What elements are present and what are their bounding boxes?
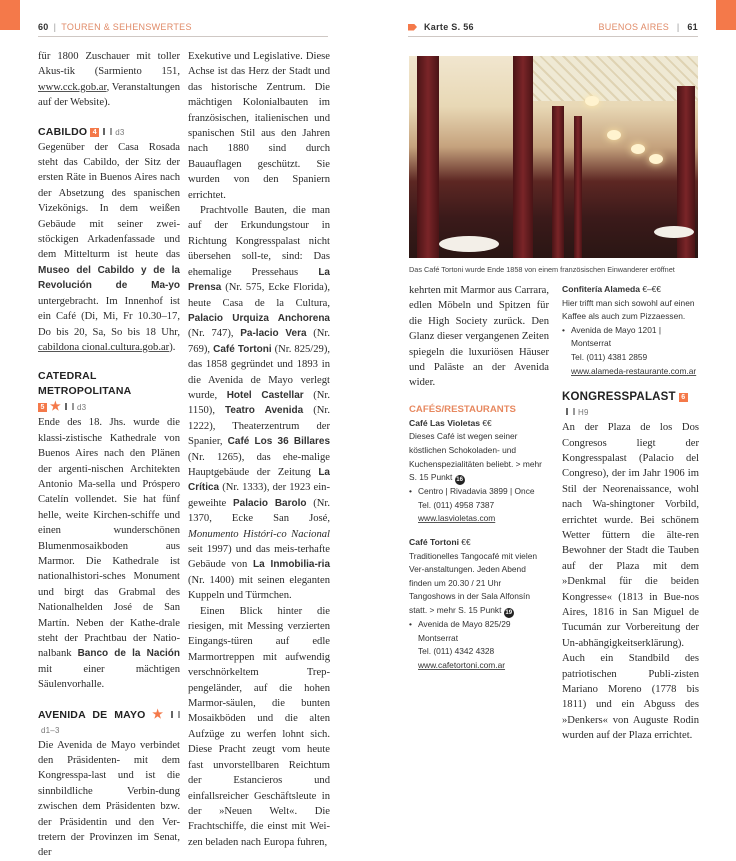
listing-confiteria-alameda (562, 283, 699, 378)
listing-address: • Centro | Rivadavia 3899 | Once (409, 485, 549, 499)
cck-link[interactable]: www.cck.gob.ar (38, 81, 107, 93)
continuation-paragraph: kehrten mit Marmor aus Carrara, edlen Möbeln und Spitzen für die High Society zurück. Den Glanz dieser vergangenen Zeiten spiegeln die luxuriösen Häuser und Paläste an der Avenida wider. (409, 285, 549, 389)
bank-name: Banco de la Nación (77, 648, 180, 660)
column-3 (409, 283, 549, 672)
text: für 1800 Zuschauer mit toller Akus-tik (Sarmiento 151, (38, 51, 180, 78)
star-icon: ★ (50, 399, 61, 414)
listing-address: • Avenida de Mayo 1201 | Montserrat (562, 324, 699, 351)
catedral-text (38, 415, 180, 692)
museum-name: Museo del Cabildo y de la Revolución de Ma-yo (38, 264, 180, 292)
listing-name: Confitería Alameda (562, 284, 640, 294)
kongress-text: An der Plaza de los Dos Congresos liegt der Kongresspalast (Palacio del Congreso), der im Jahr 1906 im Stil der Neorenaissance, wohl nach Wa-shingtoner Vorbild, errichtet wurde. Bei schönem Wetter füttern die älte-ren Bewohner der Stadt die Tauben auf der Plaza mit dem »Denkmal für die beiden Kongresse« (1813 in Bue-nos Aires, 1816 in San Miguel de Tucumán zur Vorbereitung der Un-abhängigkeitserklärung). Auch ein Standbild des patriotischen Publi-zisten Mariano Moreno (1778 bis 1811) und ein Abguss des »Denkers« von Auguste Rodin wurden auf der Plaza errichtet. (562, 422, 699, 742)
listing-phone: Tel. (011) 4381 2859 (571, 351, 648, 362)
chandelier (585, 96, 599, 106)
map-reference-label: Karte S. 56 (424, 22, 474, 32)
map-number-badge: 6 (679, 393, 688, 402)
kongress-heading (562, 390, 699, 420)
text: (Nr. 825/29), das 1858 gegründet und 1893 in die Avenida de Mayo verlegt wurde, (188, 343, 331, 401)
price-range: €€ (482, 417, 492, 428)
header-right-group (598, 22, 698, 32)
text: , Veranstaltungen auf der Website). (38, 81, 180, 109)
column-4 (562, 283, 699, 744)
listing-website-link[interactable]: www.lasvioletas.com (418, 513, 496, 524)
cabildo-text (38, 140, 180, 356)
text: (Nr. 1265), das ehe-malige Hauptgebäude der Zeitung (188, 451, 330, 478)
listing-website-link[interactable]: www.alameda-restaurante.com.ar (571, 365, 697, 376)
listing-description: Dieses Café ist wegen seiner köstlichen Schokoladen- und Kuchenspezialitäten beliebt. > mehr S. 15 Punkt (409, 431, 542, 483)
text: (Nr. 1150), (188, 389, 330, 417)
grid-reference: d1–3 (41, 725, 60, 735)
price-range: €–€€ (642, 284, 661, 294)
column-pillar (417, 56, 439, 258)
text: Prachtvolle Bauten, die man auf der Erkundungstour in Richtung Kongresspalast nicht übersehen soll-te, sind: Das ehemalige Pressehaus (188, 205, 330, 278)
header-rule-right (408, 36, 698, 37)
header-separator: | (676, 22, 680, 32)
map-book-icon (566, 408, 575, 415)
listing-district: Montserrat (418, 632, 459, 643)
building-name: La Crítica (188, 466, 330, 494)
map-number-badge: 5 (38, 403, 47, 412)
grid-reference: d3 (115, 127, 125, 137)
building-name: Café Los 36 Billares (227, 436, 331, 448)
avenida-paragraph-1: Exekutive und Legislative. Diese Achse ist das Herz der Stadt und das historische Zentrum. Die mächtigen Kolonialbauten im französischen, italienischen und spanischen Stil aus den Jahren nach 1880 sind durch Bauauflagen geschützt. Sie wurden von den Spaniern errichtet. (188, 51, 330, 201)
column-2 (188, 49, 330, 850)
text: (Nr. 1333), der 1923 ein-geweihte (188, 482, 330, 509)
right-page-header (408, 20, 698, 34)
section-title-right: BUENOS AIRES (598, 22, 670, 32)
map-reference[interactable] (408, 22, 474, 32)
column-1 (38, 49, 180, 861)
heading-text: AVENIDA DE MAYO (38, 708, 146, 721)
cafe-tortoni-photo (409, 56, 698, 258)
listing-cafe-tortoni (409, 536, 549, 672)
listing-las-violetas (409, 417, 549, 526)
text: ). (169, 341, 176, 353)
text: (Nr. 769), (188, 328, 331, 355)
spacer (409, 526, 549, 536)
grid-reference: d3 (76, 403, 87, 413)
column-pillar (574, 116, 582, 258)
cafe-table (439, 236, 499, 252)
listing-website-link[interactable]: www.cafetortoni.com.ar (418, 659, 506, 670)
listing-description: Traditionelles Tangocafé mit vielen Ver-anstaltungen. Jeden Abend finden um 20.30 / 21 Uhr Tangoshows in der Sala Alfonsín statt. > mehr S. 15 Punkt (409, 550, 538, 615)
point-marker-icon: 16 (456, 477, 463, 484)
building-name: Palacio Urquiza Anchorena (188, 312, 330, 324)
point-marker-icon: 19 (505, 609, 513, 616)
building-name: Café Tortoni (213, 343, 272, 355)
intro-paragraph (38, 49, 180, 111)
listing-phone: Tel. (011) 4958 7387 (418, 499, 495, 510)
price-range: €€ (461, 537, 471, 547)
text: untergebracht. Im Innenhof ist ein Café (Di, Mi, Fr 10.30–17, Do bis 20, Sa, So bis 18 Uhr, (38, 295, 180, 338)
listing-name: Café Tortoni (409, 537, 459, 547)
chandelier (631, 144, 645, 154)
listing-address: • Avenida de Mayo 825/29 (409, 618, 549, 632)
catedral-heading (38, 369, 180, 415)
map-book-icon (171, 711, 180, 718)
cafes-restaurants-heading: CAFÉS/RESTAURANTS (409, 403, 516, 415)
text: (Nr. 575, Ecke Florida), heute Casa de la Cultura, (188, 282, 330, 309)
building-name: La Inmobilia-ria (253, 559, 331, 571)
heading-text: CABILDO (38, 125, 88, 138)
page-number-right: 61 (687, 22, 698, 32)
building-name: Hotel Castellar (226, 389, 304, 401)
text: (Nr. 747), (188, 328, 241, 340)
listing-name: Café Las Violetas (409, 417, 481, 428)
text: (Nr. 1370, Ecke San José, (188, 497, 331, 525)
building-name: Teatro Avenida (225, 405, 304, 417)
left-page-header (38, 20, 328, 34)
grid-reference: H9 (578, 408, 589, 418)
listing-description: Hier trifft man sich sowohl auf einen Kaffee als auch zum Pizzaessen. (562, 297, 695, 322)
stained-glass-ceiling (519, 56, 698, 101)
thumb-tab-left (0, 0, 20, 30)
building-name: Palacio Barolo (232, 497, 307, 509)
header-rule-left (38, 36, 328, 37)
avenida-paragraph-2 (188, 203, 330, 604)
text: Ende des 18. Jhs. wurde die klassi-zistische Kathedrale von Buenos Aires nach den Plänen der argenti-nischen Architekten Antonio Ma-sella und Próspero Catelín vollendet. Sie hat fünf helle, weite Kirchen-schiffe und einen wunderschönen Blumenmosaikboden aus Marmor. Die Kathedrale ist nationalhistori-sches Monument und birgt das Grabmal des Nationalhelden José de San Martín. Neben der Kathe-drale steht der Prachtbau der Natio-nalbank (38, 417, 180, 660)
text: seit 1997) und das meis-terhafte Gebäude von (188, 544, 330, 571)
building-name: La Prensa (188, 266, 330, 294)
text: mit einer mächtigen Säulenvorhalle. (38, 663, 180, 691)
map-number-badge: 4 (90, 128, 99, 137)
column-pillar (513, 56, 533, 258)
map-book-icon (103, 128, 112, 135)
chandelier (607, 130, 621, 140)
page-number-left: 60 (38, 22, 49, 32)
text: Gegenüber der Casa Rosada steht das Cabildo, der Sitz der ersten Räte in Buenos Aires nach der Absetzung des spanischen Vizekönigs. In dem weißen Gebäude mit seiner zwei-stöckigen Arkadenfassade und dem Mittelturm ist heute das (38, 141, 180, 261)
heading-text: CATEDRAL METROPOLITANA (38, 370, 132, 398)
text: (Nr. 1222), Theaterzentrum der Spanier, (188, 405, 330, 448)
avenida-text: Die Avenida de Mayo verbindet den Präsidenten- mit dem Kongresspa-last und ist die sinnbildliche Verbin-dung zwischen dem Präsidenten bzw. der Präsidentin und den Ver-tretern der Provinzen im Senat, der (38, 739, 180, 859)
arrow-icon (408, 24, 417, 31)
section-title-left: TOUREN & SEHENSWERTES (61, 22, 192, 32)
chandelier (649, 154, 663, 164)
column-pillar (552, 106, 564, 258)
star-icon: ★ (148, 706, 167, 721)
building-name: Pa-lacio Vera (240, 328, 307, 340)
emphasis: Monumento Históri-co Nacional (188, 528, 330, 540)
heading-text: KONGRESSPALAST (562, 391, 676, 404)
cafe-table (654, 226, 694, 238)
avenida-paragraph-3: Einen Blick hinter die riesigen, mit Messing verzierten Eingangs-türen auf edle Marmortreppen mit aufwendig verschnörkeltem Trep-pengeländer, auf die hohen Marmor-säulen, die bunten Mosaikböden und die alten Aufzüge zu werfen lohnt sich. Diese Pracht zeugt vom heute fast unvorstellbaren Reichtum der Estancieros und einfallsreicher Geschäftsleute in der »Neuen Welt«. Die Frachtschiffe, die einst mit Wei-zen beladen nach Europa fuhren, (188, 605, 330, 848)
thumb-tab-right (716, 0, 736, 30)
avenida-heading (38, 707, 180, 738)
cabildo-heading (38, 125, 180, 140)
photo-caption: Das Café Tortoni wurde Ende 1858 von einem französischen Einwanderer eröffnet (409, 265, 675, 274)
cabildo-link[interactable]: cabildona cional.cultura.gob.ar (38, 341, 170, 353)
text: (Nr. 1400) mit seinen eleganten Kuppeln und Türmchen. (188, 574, 330, 602)
header-separator: | (53, 22, 57, 32)
listing-phone: Tel. (011) 4342 4328 (418, 646, 495, 657)
map-book-icon (65, 403, 74, 410)
